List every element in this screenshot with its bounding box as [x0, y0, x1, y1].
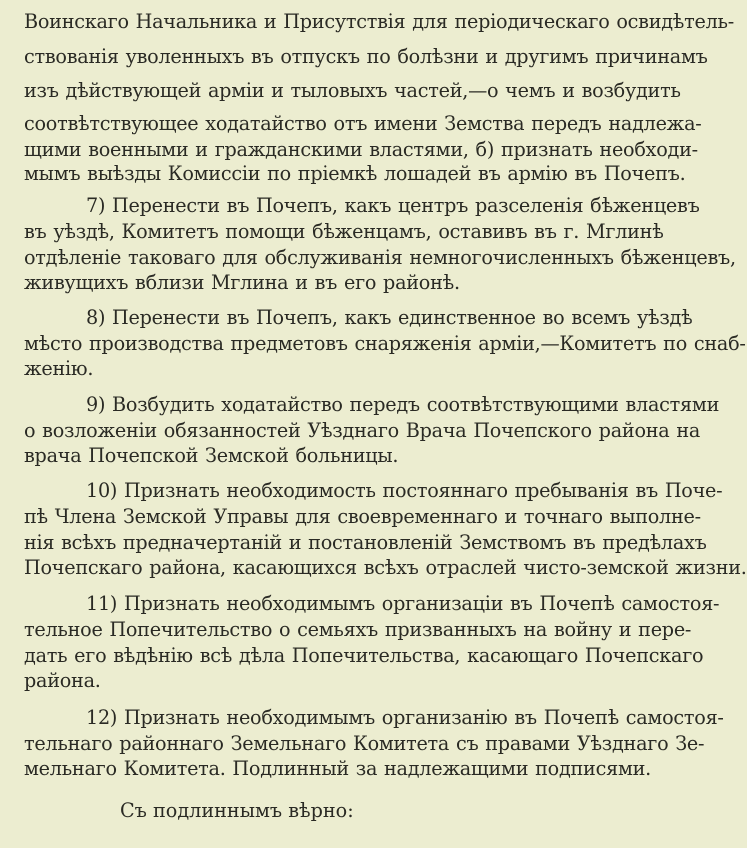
text-line: живущихъ вблизи Мглина и въ его районѣ.	[24, 271, 460, 294]
text-line: нія всѣхъ предначертаній и постановленій Земствомъ въ предѣлахъ	[24, 531, 707, 554]
text-line: щими военными и гражданскими властями, б) признать необходи-	[24, 138, 698, 161]
text-line: врача Почепской Земской больницы.	[24, 444, 399, 467]
text-line: мѣсто производства предметовъ снаряженія арміи,—Комитетъ по снаб-	[24, 332, 746, 355]
text-line: 12) Признать необходимымъ организанію въ Почепѣ самостоя-	[86, 706, 724, 729]
text-line: отдѣленіе таковаго для обслуживанія немногочисленныхъ бѣженцевъ,	[24, 246, 736, 269]
text-line: тельное Попечительство о семьяхъ призванныхъ на войну и пере-	[24, 618, 692, 641]
text-line: тельнаго районнаго Земельнаго Комитета съ правами Уѣзднаго Зе-	[24, 732, 705, 755]
text-line: въ уѣздѣ, Комитетъ помощи бѣженцамъ, оставивъ въ г. Мглинѣ	[24, 220, 664, 243]
text-line: района.	[24, 669, 101, 692]
text-line: ствованія уволенныхъ въ отпускъ по болѣзни и другимъ причинамъ	[24, 45, 708, 68]
text-line: дать его вѣдѣнію всѣ дѣла Попечительства, касающаго Почепскаго	[24, 644, 704, 667]
text-line: мельнаго Комитета. Подлинный за надлежащими подписями.	[24, 757, 652, 780]
text-line: 9) Возбудить ходатайство передъ соотвѣтствующими властями	[86, 393, 720, 416]
text-line: 11) Признать необходимымъ организаціи въ Почепѣ самостоя-	[86, 592, 720, 615]
closing-certification: Съ подлиннымъ вѣрно:	[120, 799, 354, 822]
text-line: Воинскаго Начальника и Присутствія для періодическаго освидѣтель-	[24, 10, 734, 33]
text-line: мымъ выѣзды Комиссіи по пріемкѣ лошадей въ армію въ Почепъ.	[24, 162, 686, 185]
text-line: 8) Перенести въ Почепъ, какъ единственное во всемъ уѣздѣ	[86, 306, 693, 329]
text-line: о возложеніи обязанностей Уѣзднаго Врача Почепского района на	[24, 419, 701, 442]
text-line: Почепскаго района, касающихся всѣхъ отраслей чисто-земской жизни.	[24, 556, 747, 579]
text-line: 10) Признать необходимость постояннаго пребыванія въ Поче-	[86, 479, 723, 502]
text-line: пѣ Члена Земской Управы для своевременнаго и точнаго выполне-	[24, 505, 701, 528]
text-line: 7) Перенести въ Почепъ, какъ центръ разселенія бѣженцевъ	[86, 194, 700, 217]
text-line: соотвѣтствующее ходатайство отъ имени Земства передъ надлежа-	[24, 112, 702, 135]
text-line: изъ дѣйствующей арміи и тыловыхъ частей,—о чемъ и возбудить	[24, 79, 681, 102]
text-line: женію.	[24, 357, 94, 380]
